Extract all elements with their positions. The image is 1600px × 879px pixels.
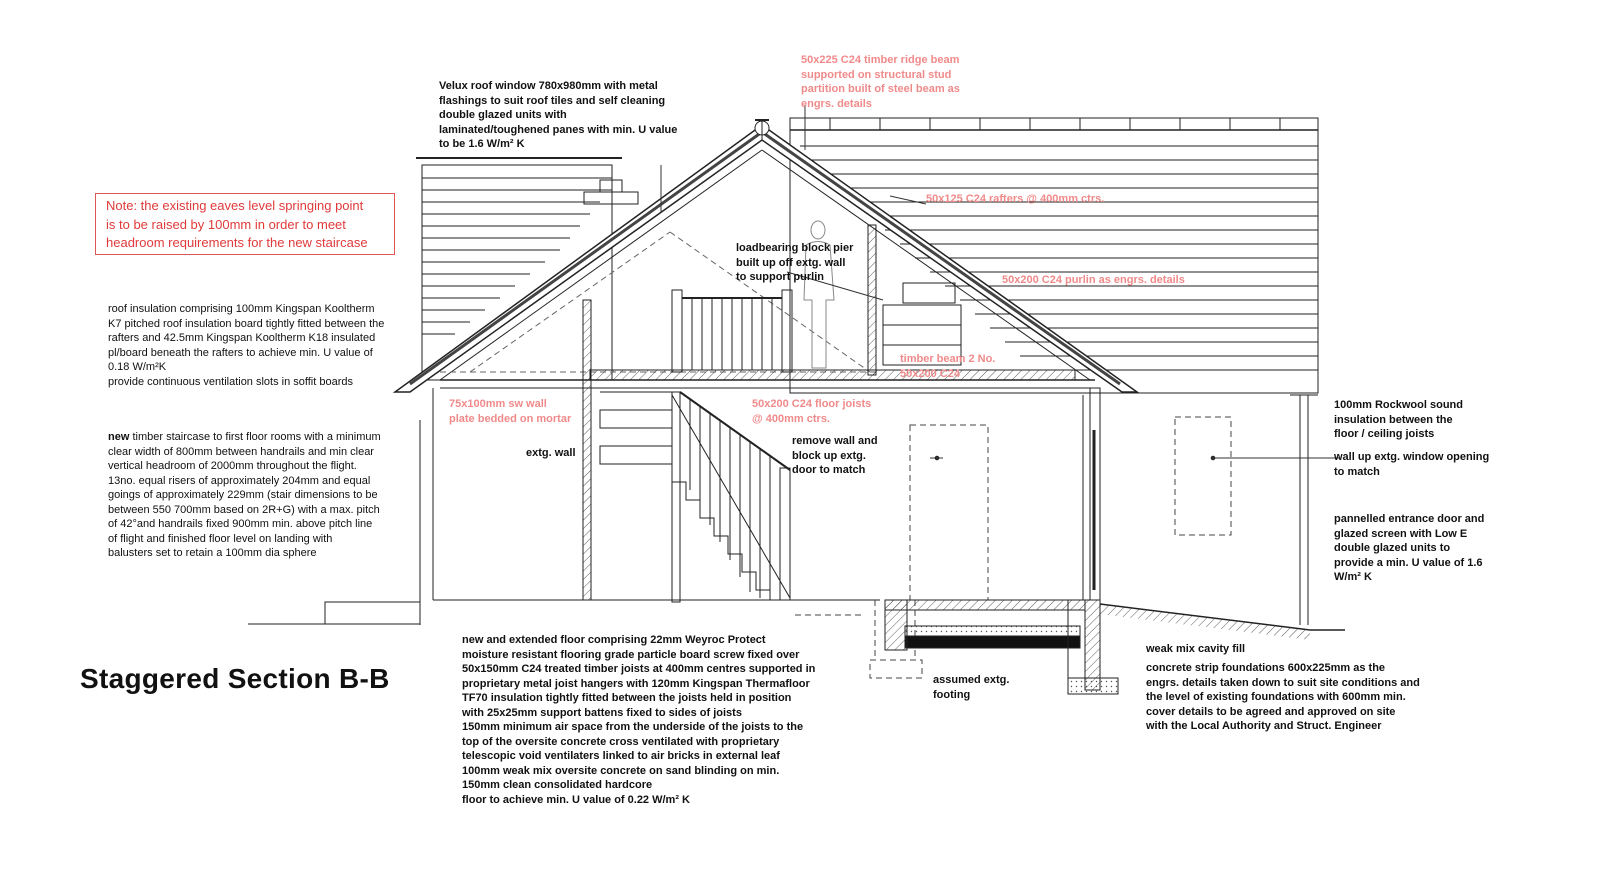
label-timber-beam: timber beam 2 No. 50x200 C24: [900, 353, 996, 380]
label-remove-wall: remove wall and block up extg. door to match: [792, 435, 878, 476]
drawing-title: Staggered Section B-B: [80, 663, 390, 694]
label-staircase: [108, 430, 428, 561]
ground-line-left: [248, 602, 420, 624]
label-extg-wall: extg. wall: [526, 447, 576, 459]
label-purlin: 50x200 C24 purlin as engrs. details: [1002, 274, 1185, 286]
note-box: Note: the existing eaves level springing point is to be raised by 100mm in order to meet headroom requirements for the new staircase: [95, 193, 395, 255]
label-staircase-body: timber staircase to first floor rooms with a minimum clear width of 800mm between handrails and min clear vertical headroom of 2000mm throughout the flight. 13no. equal risers of approximately 204mm and equal goings of approximately 229mm (stair dimensions to be between 550 700mm based on 2R+G) with a max. pitch of 42°and handrails fixed 900mm min. above pitch line of flight and finished floor level on landing with balusters set to retain a 100mm dia sphere: [108, 431, 381, 559]
label-staircase-lead: new: [108, 431, 130, 443]
label-wall-plate: 75x100mm sw wall plate bedded on mortar: [449, 398, 572, 425]
label-floor-spec: new and extended floor comprising 22mm Weyroc Protect moisture resistant flooring grade particle board screw fixed over 50x150mm C24 treated timber joists at 400mm centres supported in proprietary metal joist hangers with 120mm Kingspan Thermafloor TF70 insulation tightly fitted between the joists held in position with 25x25mm support battens fixed to sides of joists 150mm minimum air space from the underside of the joists to the top of the oversite concrete cross ventilated with proprietary telescopic void ventilaters linked to air bricks in external leaf 100mm weak mix oversite concrete on sand blinding on min. 150mm clean consolidated hardcore floor to achieve min. U value of 0.22 W/m² K: [462, 634, 816, 806]
label-rockwool: 100mm Rockwool sound insulation between the floor / ceiling joists: [1334, 399, 1463, 440]
leader-dot-door: [935, 456, 939, 460]
label-cavity-fill: weak mix cavity fill: [1146, 643, 1246, 655]
label-entrance-door: pannelled entrance door and glazed screen with Low E double glazed units to provide a min. U value of 1.6 W/m² K: [1334, 513, 1485, 583]
label-roof-insulation: roof insulation comprising 100mm Kingspan Kooltherm K7 pitched roof insulation board tightly fitted between the rafters and 42.5mm Kingspan Kooltherm K18 insulated pl/board beneath the rafters to achieve min. U value of 0.18 W/m²K provide continuous ventilation slots in soffit boards: [108, 303, 385, 388]
leader-dot-window: [1211, 456, 1215, 460]
label-foundations: concrete strip foundations 600x225mm as the engrs. details taken down to suit site conditions and the level of existing foundations with 600mm min. cover details to be agreed and approved on site with the Local Authority and Struct. Engineer: [1146, 662, 1420, 732]
label-assumed-footing: assumed extg. footing: [933, 674, 1010, 701]
landing-balustrade: [672, 290, 792, 372]
chimney: [584, 180, 638, 204]
label-block-pier: loadbearing block pier built up off extg. wall to support purlin: [736, 242, 854, 283]
label-velux-window: Velux roof window 780x980mm with metal flashings to suit roof tiles and self cleaning double glazed units with laminated/toughened panes with min. U value to be 1.6 W/m² K: [439, 80, 678, 150]
label-rafters: 50x125 C24 rafters @ 400mm ctrs.: [926, 193, 1105, 205]
label-ridge-beam: 50x225 C24 timber ridge beam supported on structural stud partition built of steel beam as engrs. details: [801, 54, 960, 110]
label-floor-joists: 50x200 C24 floor joists @ 400mm ctrs.: [752, 398, 872, 425]
label-wall-up-window: wall up extg. window opening to match: [1334, 451, 1490, 478]
